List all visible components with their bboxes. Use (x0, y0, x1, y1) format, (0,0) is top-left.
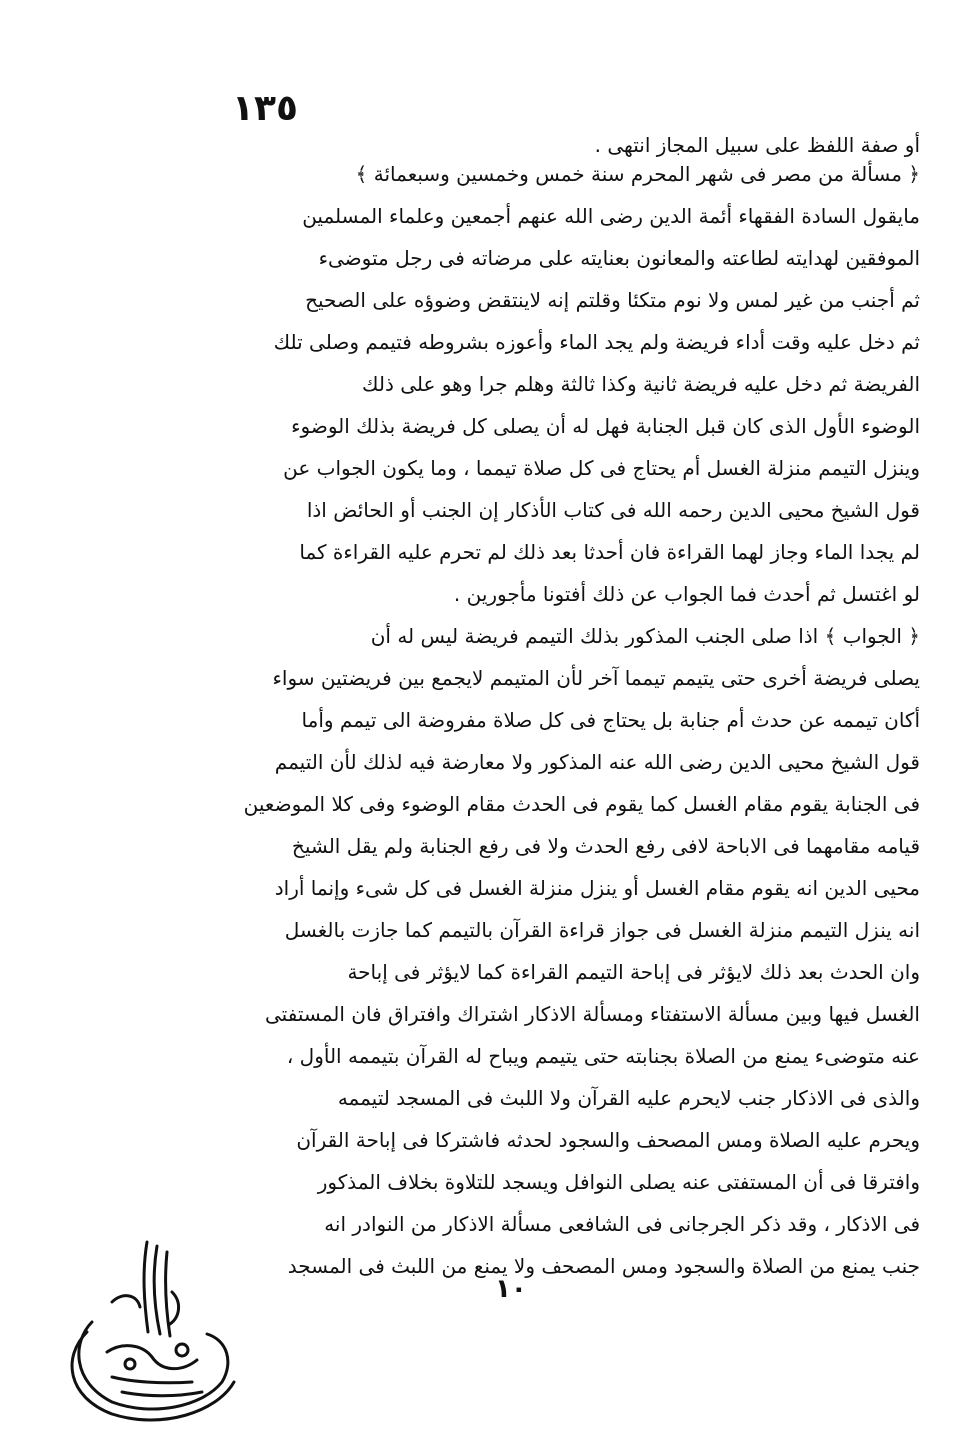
text-line: أكان تيممه عن حدث أم جنابة بل يحتاج فى كل صلاة مفروضة الى تيمم وأما (301, 708, 920, 732)
calligraphic-seal (52, 1232, 242, 1432)
text-line: الغسل فيها وبين مسألة الاستفتاء ومسألة الاذكار اشتراك وافتراق فان المستفتى (265, 1002, 920, 1026)
text-line: وافترقا فى أن المستفتى عنه يصلى النوافل ويسجد للتلاوة بخلاف المذكور (317, 1170, 920, 1194)
text-line: محيى الدين انه يقوم مقام الغسل أو ينزل منزلة الغسل فى كل شىء وإنما أراد (274, 876, 920, 900)
text-line: والذى فى الاذكار جنب لايحرم عليه القرآن ولا اللبث فى المسجد لتيممه (337, 1086, 920, 1110)
text-line: عنه متوضىء يمنع من الصلاة بجنابته حتى يتيمم ويباح له القرآن بتيممه الأول ، (286, 1044, 920, 1068)
text-line: قول الشيخ محيى الدين رضى الله عنه المذكور ولا معارضة فيه لذلك لأن التيمم (274, 750, 920, 774)
text-line: قيامه مقامهما فى الاباحة لافى رفع الحدث ولا فى رفع الجنابة ولم يقل الشيخ (291, 834, 920, 858)
text-line: أو صفة اللفظ على سبيل المجاز انتهى . (594, 133, 920, 157)
text-line: لو اغتسل ثم أحدث فما الجواب عن ذلك أفتونا مأجورين . (453, 582, 920, 606)
text-line: قول الشيخ محيى الدين رحمه الله فى كتاب الأذكار إن الجنب أو الحائض اذا (306, 498, 920, 522)
question-heading: ﴿ مسألة من مصر فى شهر المحرم سنة خمس وخمسين وسبعمائة ﴾ (355, 162, 920, 186)
answer-heading-line: ﴿ الجواب ﴾ اذا صلى الجنب المذكور بذلك التيمم فريضة ليس له أن (370, 624, 920, 648)
text-line: وان الحدث بعد ذلك لايؤثر فى إباحة التيمم القراءة كما لايؤثر فى إباحة (347, 960, 920, 984)
text-line: فى الاذكار ، وقد ذكر الجرجانى فى الشافعى مسألة الاذكار من النوادر انه (324, 1212, 920, 1236)
text-line: ثم أجنب من غير لمس ولا نوم متكئا وقلتم إنه لاينتقض وضوؤه على الصحيح (305, 288, 920, 312)
text-line: ثم دخل عليه وقت أداء فريضة ولم يجد الماء وأعوزه بشروطه فتيمم وصلى تلك (273, 330, 920, 354)
text-line: وينزل التيمم منزلة الغسل أم يحتاج فى كل صلاة تيمما ، وما يكون الجواب عن (283, 456, 920, 480)
text-line: لم يجدا الماء وجاز لهما القراءة فان أحدثا بعد ذلك لم تحرم عليه القراءة كما (299, 540, 920, 564)
text-line: ويحرم عليه الصلاة ومس المصحف والسجود لحدثه فاشتركا فى إباحة القرآن (296, 1128, 920, 1152)
text-line: انه ينزل التيمم منزلة الغسل فى جواز قراءة القرآن بالتيمم كما جازت بالغسل (284, 918, 920, 942)
text-line: الوضوء الأول الذى كان قبل الجنابة فهل له أن يصلى كل فريضة بذلك الوضوء (291, 414, 920, 438)
text-line: جنب يمنع من الصلاة والسجود ومس المصحف ولا يمنع من اللبث فى المسجد (287, 1254, 920, 1278)
text-line: الموفقين لهدايته لطاعته والمعانون بعنايته على مرضاته فى رجل متوضىء (318, 246, 920, 270)
text-line: الفريضة ثم دخل عليه فريضة ثانية وكذا ثالثة وهلم جرا وهو على ذلك (362, 372, 920, 396)
text-line: يصلى فريضة أخرى حتى يتيمم تيمما آخر لأن المتيمم لايجمع بين فريضتين سواء (272, 666, 920, 690)
text-line: مايقول السادة الفقهاء أئمة الدين رضى الله عنهم أجمعين وعلماء المسلمين (302, 204, 920, 228)
page-number: ١٣٥ (232, 88, 298, 129)
signature-number: ١٠ (495, 1274, 527, 1304)
text-line: فى الجنابة يقوم مقام الغسل كما يقوم فى الحدث مقام الوضوء وفى كلا الموضعين (243, 792, 920, 816)
